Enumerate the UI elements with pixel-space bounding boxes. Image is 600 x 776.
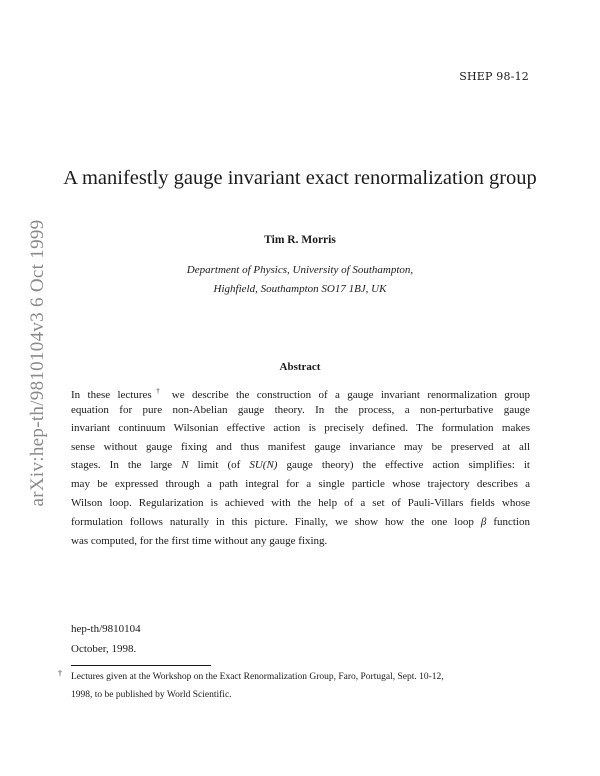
abstract-line-5 [71, 458, 530, 472]
abstract-line-6: may be expressed through a path integral for a single particle whose trajectory describes a [71, 478, 530, 490]
report-number: SHEP 98-12 [459, 70, 529, 83]
footnote-line-1: Lectures given at the Workshop on the Exact Renormalization Group, Faro, Portugal, Sept. 10-12, [71, 672, 444, 682]
abstract-text: we describe the construction of a gauge invariant renormalization group [164, 389, 530, 401]
dagger-mark: † [151, 387, 165, 395]
affiliation-line-1: Department of Physics, University of Southampton, [186, 264, 414, 276]
arxiv-stamp: arXiv:hep-th/9810104v3 6 Oct 1999 [27, 219, 48, 507]
abstract-text: formulation follows naturally in this picture. Finally, we show how the one loop [71, 516, 481, 528]
abstract-line-1 [71, 384, 530, 402]
abstract-text: limit (of [188, 459, 250, 471]
math-beta: β [480, 516, 487, 528]
abstract-text: function [486, 516, 530, 528]
footnote-rule [71, 665, 211, 666]
abstract-line-8 [71, 515, 530, 529]
paper-title: A manifestly gauge invariant exact renormalization group [63, 167, 537, 189]
abstract-heading: Abstract [279, 361, 321, 373]
abstract-line-4: sense without gauge fixing and thus manifest gauge invariance may be preserved at all [71, 441, 530, 453]
preprint-date: October, 1998. [71, 643, 137, 655]
affiliation-line-2: Highfield, Southampton SO17 1BJ, UK [213, 283, 387, 295]
footnote-mark: † [58, 669, 62, 678]
math-n: N [181, 459, 189, 471]
abstract-text: gauge theory) the effective action simplifies: it [277, 459, 530, 471]
math-sun: SU(N) [249, 459, 278, 471]
abstract-line-7: Wilson loop. Regularization is achieved with the help of a set of Pauli-Villars fields whose [71, 497, 530, 509]
footnote-line-2: 1998, to be published by World Scientific. [71, 690, 232, 700]
abstract-line-2: equation for pure non-Abelian gauge theory. In the process, a non-perturbative gauge [71, 404, 530, 416]
author-name: Tim R. Morris [264, 234, 336, 246]
abstract-text: stages. In the large [71, 459, 182, 471]
abstract-text: In these lectures [71, 389, 152, 401]
abstract-line-3: invariant continuum Wilsonian effective action is precisely defined. The formulation makes [71, 422, 530, 434]
abstract-line-9: was computed, for the first time without any gauge fixing. [71, 535, 328, 547]
preprint-id: hep-th/9810104 [71, 623, 141, 635]
